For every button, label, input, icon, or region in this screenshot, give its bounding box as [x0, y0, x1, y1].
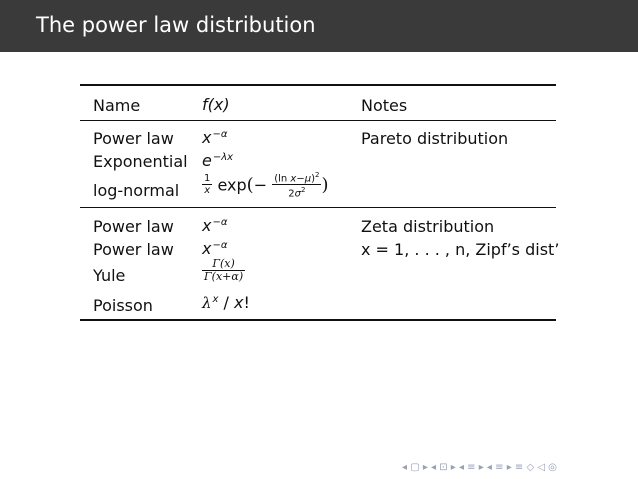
formula-power-law-2: $x^{-\alpha}$: [202, 216, 228, 235]
row-name-2: Exponential: [93, 152, 188, 171]
row-name-3: log-normal: [93, 181, 180, 200]
formula-exponential: $e^{-\lambda x}$: [202, 151, 234, 170]
header-fx: f(x): [202, 95, 230, 114]
row-name-6: Yule: [93, 266, 126, 285]
row-name-5: Power law: [93, 240, 174, 259]
header-notes: Notes: [361, 96, 408, 115]
slide-title: The power law distribution: [36, 13, 316, 37]
formula-power-law-3: $x^{-\alpha}$: [202, 239, 228, 258]
table-bottom-rule: [80, 319, 556, 321]
row-notes-4: Zeta distribution: [361, 217, 495, 236]
table-mid-rule: [80, 207, 556, 208]
formula-poisson: $\lambda^x$ / x!: [202, 293, 250, 312]
table-header-rule: [80, 120, 556, 121]
row-name-7: Poisson: [93, 296, 153, 315]
row-name-4: Power law: [93, 217, 174, 236]
formula-power-law-1: $x^{-\alpha}$: [202, 128, 228, 147]
formula-log-normal: $\frac{1}{x}$ exp(− $\frac{(\ln x-\mu)^2}{2\sigma^2}$ ): [204, 171, 329, 200]
title-bar: [0, 0, 638, 52]
formula-yule: $\frac{\Gamma(x)}{\Gamma(x+\alpha)}$: [204, 257, 244, 283]
header-name: Name: [93, 96, 141, 115]
table-top-rule: [80, 84, 556, 86]
row-notes-1: Pareto distribution: [361, 129, 509, 148]
beamer-navigation[interactable]: ◂ ▢ ▸ ◂ ⊡ ▸ ◂ ≡ ▸ ◂ ≡ ▸ ≡ ◇ ◁ ◎: [402, 462, 557, 473]
row-notes-5: x = 1, . . . , n, Zipf’s dist’: [361, 240, 560, 259]
row-name-1: Power law: [93, 129, 174, 148]
